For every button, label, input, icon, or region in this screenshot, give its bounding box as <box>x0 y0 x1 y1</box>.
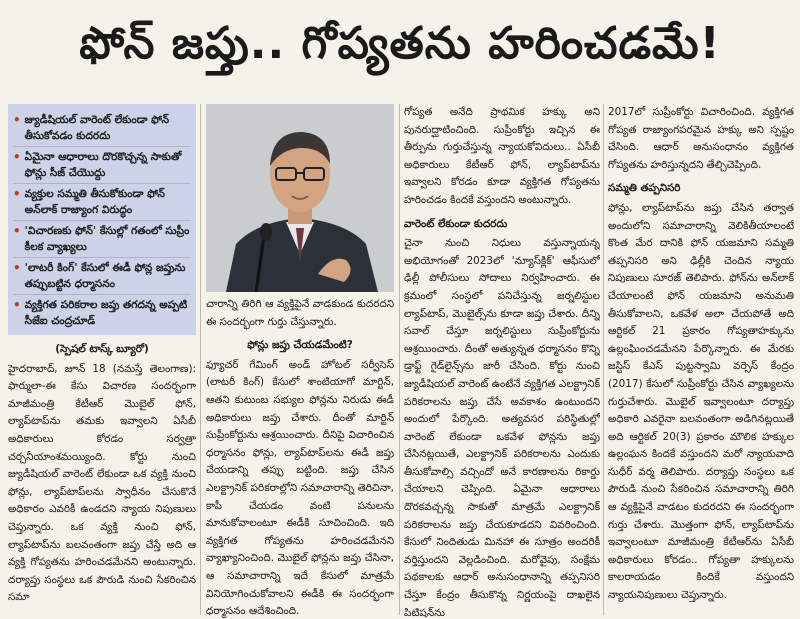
body-text: చైనా నుంచి నిధులు వస్తున్నాయన్న అభియోగంతో 2023లో 'న్యూస్‌క్లిక్' ఆఫీసులో ఢిల్లీ పోలీసులు సోదాలు నిర్వహించారు. ఈ క్రమంలో సంస్థలో పనిచేస్తున్న జర్నలిస్టుల ల్యాప్‌టాప్, మొబైల్స్‌ను కూడా జప్తు చేశారు. దీన్ని సవాల్ చేస్తూ జర్నలిస్టులు సుప్రీంకోర్టును ఆశ్రయించారు. దీంతో అత్యున్నత ధర్మాసనం కొన్ని డ్రాఫ్ట్ గైడ్‌లైన్స్‌ను జారీ చేసింది. కోర్టు నుంచి జ్యుడీషియల్ వారెంట్ ఉంటేనే వ్యక్తిగత ఎలక్ట్రానిక్ పరికరాలను జప్తు చేసే అవకాశం ఉంటుందని అందులో పేర్కొంది. అత్యవసర పరిస్థితుల్లో వారెంట్ లేకుండా ఒకవేళ ఫోన్లను జప్తు చేసినట్లయితే, ఎలక్ట్రానిక్ పరికరాలను ఎందుకు తీసుకోవాల్సి వచ్చిందో అనే కారణాలను రికార్డు చేయాలని చెప్పింది. ఏమైనా ఆధారాలు దొరకవచ్చన్న సాకుతో మాత్రమే ఎలక్ట్రానిక్ పరికరాలను జప్తు చేయకూడదని వివరించింది. కేసులో నిందితుడు మినహా ఈ సూత్రం అందరికీ వర్తిస్తుందని వెల్లడించింది. మరోవైపు, సంక్షేమ పథకాలకు ఆధార్ అనుసంధానాన్ని తప్పనిసరి చేస్తూ కేంద్రం తీసుకొన్న నిర్ణయంపై దాఖలైన పిటిషన్‌ను <box>404 237 600 619</box>
highlights-box <box>8 104 196 335</box>
bullet-icon: • <box>13 187 21 201</box>
bullet-icon: • <box>13 224 21 238</box>
highlight-item: • 'విచారణకు ఫోన్' కేసుల్లో గతంలో సుప్రీం కీలక వ్యాఖ్యలు <box>13 221 191 258</box>
highlight-item: • 'లాటరీ కింగ్' కేసులో ఈడీ ఫోన్ల జప్తును తప్పుబట్టిన ధర్మాసనం <box>13 258 191 295</box>
body-text: ఫోన్లు, ల్యాప్‌టాప్‌ను జప్తు చేసిన తర్వాత అందులోని సమాచారాన్ని వెలికితీయాలంటే కొంత మేర దానికి ఫోన్ యజమాని సమ్మతి తప్పనిసరి అని ఢిల్లీకి చెందిన న్యాయ నిపుణులు సూరజ్ తెలిపారు. ఫోన్‌ను అన్‌లాక్ చేయాలంటే ఫోన్ యజమాని అనుమతి తీసుకోవాలని, ఒకవేళ అలా చేయపోతే అది ఆర్టికల్ 21 ప్రకారం గోప్యతాహక్కును ఉల్లంఘించడమేనని పేర్కొన్నారు. ఈ మేరకు జస్టిస్ కేఎస్ పుట్టస్వామి వర్సెస్ కేంద్రం (2017) కేసులో సుప్రీంకోర్టు చేసిన వ్యాఖ్యలను గుర్తుచేశారు. మొబైల్ ఇవ్వాలంటూ దర్యాప్తు అధికారి ఎవరైనా బలవంతంగా అడిగినట్లయితే అది ఆర్టికల్ 20(3) ప్రకారం మౌలిక హక్కుల ఉల్లంఘన కిందకే వస్తుందని మరో న్యాయవాది సుధీర్ వర్మ తెలిపారు. దర్యాప్తు సంస్థలు ఒక పౌరుడి నుంచి సేకరించిన సమాచారాన్ని తిరిగి ఆ వ్యక్తిపైనే వాడటం కుదరదని ఈ సందర్భంగా గుర్తు చేశారు. మొత్తంగా ఫోన్, ల్యాప్‌టాప్‌ను ఇవ్వాలంటూ మాజీమంత్రి కేటీఆర్‌ను ఏసీబీ అధికారులు కోరడం.. గోప్యతా హక్కులను కాలరాయడం కిందికే వస్తుందని న్యాయనిపుణులు చెప్తున్నారు. <box>608 201 794 602</box>
body-text: ఫ్యూచర్ గేమింగ్ అండ్ హోటల్ సర్వీసెస్ (లాటరీ కింగ్) కేసులో శాంటియాగో మార్టిన్, ఆతని కుటుంబ సభ్యుల ఫోన్లను నిరుడు ఈడీ అధికారులు జప్తు చేశారు. దీంతో మార్టిన్ సుప్రీంకోర్టును ఆశ్రయించారు. దీనిపై విచారించిన ధర్మాసనం ఫోన్లు, ల్యాప్‌టాప్‌లను ఈడీ జప్తు చేయడాన్ని తప్పు బట్టింది. జప్తు చేసిన ఎలక్ట్రానిక్ పరికరాల్లోని సమాచారాన్ని తెరిచినా, కాపీ చేయడం వంటి పనులను మానుకోవాలంటూ ఈడీకి సూచించింది. ఇది వ్యక్తిగత గోప్యతను హరించడమేనని వ్యాఖ్యానించింది. మొబైల్ ఫోన్లను జప్తు చేసినా, ఆ సమాచారాన్ని ఇదే కేసులో మాత్రమే వినియోగించుకోవాలని ఈడీకి ఈ సందర్భంగా ధర్మాసనం ఆదేశించింది. <box>206 358 394 618</box>
column-rule <box>399 104 400 615</box>
bullet-icon: • <box>13 113 21 127</box>
section-subhead: సమ్మతి తప్పనిసరి <box>608 182 681 195</box>
person-portrait-illustration <box>206 104 394 292</box>
column-2 <box>206 104 394 619</box>
body-text: గోప్యత అనేది ప్రాథమిక హక్కు అని పునరుద్ఘాటించింది. సుప్రీంకోర్టు ఇచ్చిన ఈ తీర్పును గుర్తుచేస్తున్న న్యాయకోవిదులు.. ఏసీబీ అధికారులు కేటీఆర్ ఫోన్, ల్యాప్‌టాప్‌ను ఇవ్వాలని కోరడం కూడా వ్యక్తిగత గోప్యతను హరించడం కిందకే వస్తుందని అంటున్నారు. <box>404 106 600 206</box>
highlight-item: • వ్యక్తుల సమ్మతి తీసుకోకుండా ఫోన్ అన్‌లాక్ రాజ్యాంగ విరుద్ధం <box>13 184 191 221</box>
section-subhead: ఫోన్లు జప్తు చేయడమేంటి? <box>247 339 353 352</box>
column-rule <box>200 104 201 615</box>
body-text: 2017లో సుప్రీంకోర్టు విచారించింది. వ్యక్తిగత గోప్యత రాజ్యాంగపరమైన హక్కు అని స్పష్టం చేసింది. ఆధార్ అనుసంధానం వ్యక్తిగత గోప్యతను హరిస్తున్నదని తేల్చిచెప్పింది. <box>608 106 794 171</box>
column-4 <box>608 104 794 619</box>
highlight-item: • ఏమైనా ఆధారాలు దొరకొచ్చన్న సాకుతో ఫోన్లు సీజ్ చేయొద్దు <box>13 147 191 184</box>
body-text: హైదరాబాద్, జూన్ 18 (నమస్తే తెలంగాణ): ఫార్ములా-ఈ కేసు విచారణ సందర్భంగా మాజీమంత్రి కేటీఆర్ మొబైల్ ఫోన్, ల్యాప్‌టాప్‌ను తమకు ఇవ్వాలని ఏసీబీ అధికారులు కోరడం సర్వత్రా చర్చనీయాంశమయ్యింది. కోర్టు నుంచి జ్యుడీషియల్ వారెంట్ లేకుండా ఒక వ్యక్తి నుంచి ఫోన్లు, ల్యాప్‌టాప్‌లను స్వాధీనం చేసుకొనే అధికారం ఎవరికీ ఉండదని న్యాయ నిపుణులు చెప్తున్నారు. ఒక వ్యక్తి నుంచి ఫోన్, ల్యాప్‌టాప్‌ను బలవంతంగా జప్తు చేస్తే అది ఆ వ్యక్తి గోప్యతను హరించడమేనని అంటున్నారు. దర్యాప్తు సంస్థలు ఒక పౌరుడి నుంచి సేకరించిన సమా <box>8 362 196 604</box>
highlight-item: • వ్యక్తిగత పరికరాల జప్తు తగదన్న అప్పటి సీజేఐ చంద్రచూడ్ <box>13 298 188 327</box>
highlight-item: • జ్యుడీషియల్ వారెంట్ లేకుండా ఫోన్ తీసుకోవడం కుదరదు <box>13 110 191 147</box>
person-photo <box>206 104 394 292</box>
byline: (స్పెషల్ టాస్క్ బ్యూరో) <box>55 343 149 355</box>
bullet-icon: • <box>13 150 21 164</box>
photo-caption: చారాన్ని తిరిగి ఆ వ్యక్తిపైనే వాడకుండ కుదరదని ఈ సందర్భంగా గుర్తు చేస్తున్నారు. <box>206 298 394 328</box>
headline: ఫోన్ జప్తు.. గోప్యతను హరించడమే! <box>79 18 721 69</box>
bullet-icon: • <box>13 298 21 312</box>
section-subhead: వారెంట్ లేకుండా కుదరదు <box>404 217 508 230</box>
column-1 <box>8 104 196 619</box>
column-3 <box>404 104 600 619</box>
column-rule <box>603 104 604 615</box>
bullet-icon: • <box>13 261 21 275</box>
